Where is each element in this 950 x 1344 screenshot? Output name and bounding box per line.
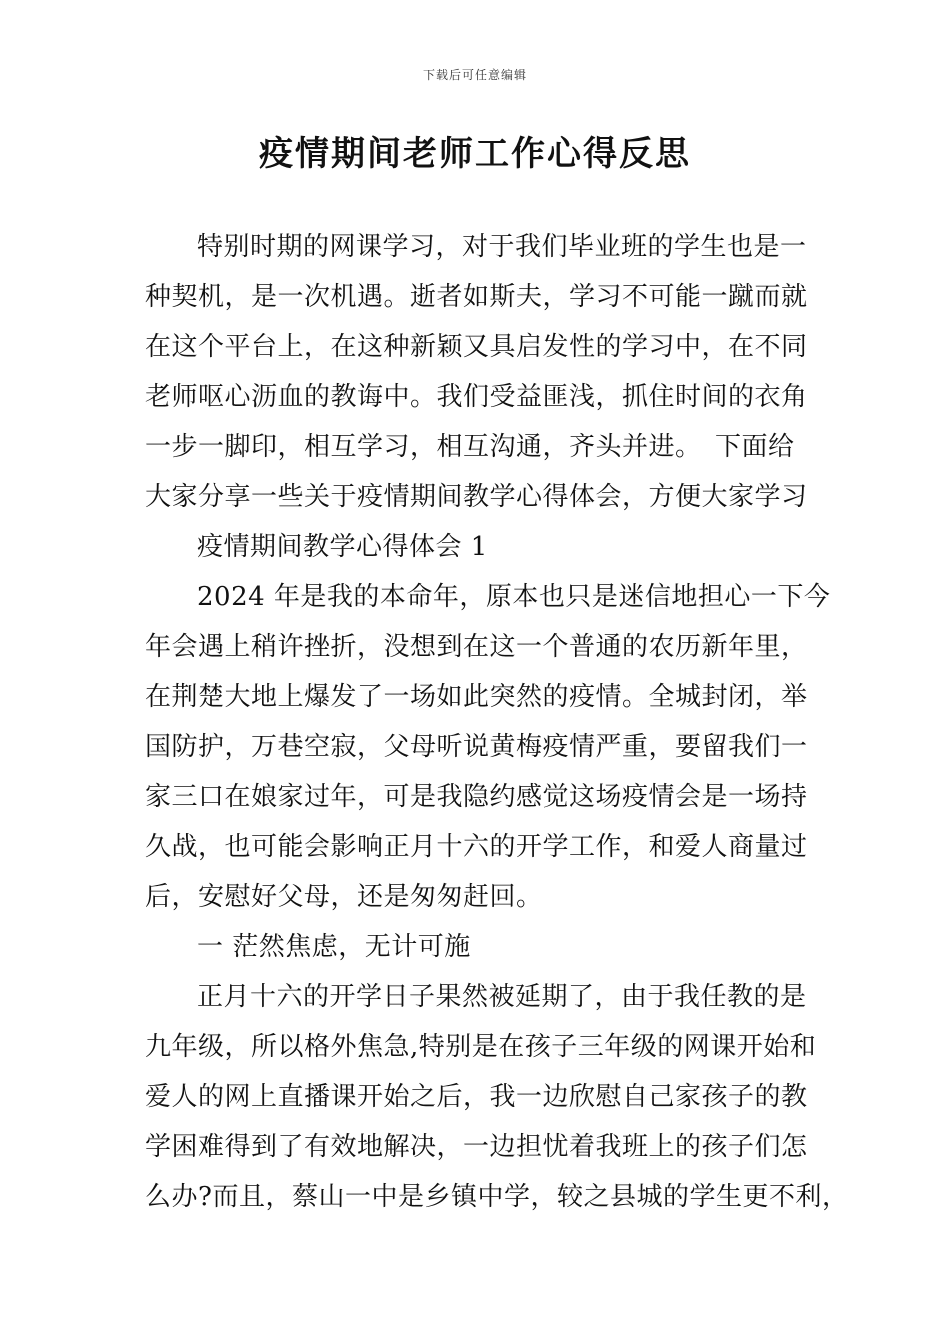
document-title: 疫情期间老师工作心得反思: [259, 134, 691, 174]
header-note: 下载后可任意编辑: [422, 68, 527, 82]
text-line: 后，安慰好父母，还是匆匆赶回。: [145, 882, 543, 912]
text-line: 爱人的网上直播课开始之后，我一边欣慰自己家孩子的教: [145, 1082, 808, 1112]
text-line: 么办?而且，蔡山一中是乡镇中学，较之县城的学生更不利，: [145, 1182, 849, 1212]
text-line: 九年级，所以格外焦急,特别是在孩子三年级的网课开始和: [145, 1032, 817, 1062]
text-line: 大家分享一些关于疫情期间教学心得体会，方便大家学习: [145, 482, 808, 512]
text-line: 久战，也可能会影响正月十六的开学工作，和爱人商量过: [145, 832, 808, 862]
section-heading: 疫情期间教学心得体会 1: [197, 532, 488, 562]
text-line: 老师呕心沥血的教诲中。我们受益匪浅，抓住时间的衣角: [145, 382, 808, 412]
text-line: 正月十六的开学日子果然被延期了，由于我任教的是: [197, 982, 807, 1012]
text-line: 一步一脚印，相互学习，相互沟通，齐头并进。 下面给: [145, 432, 795, 462]
document-body: [145, 222, 849, 1222]
text-line: 国防护，万巷空寂，父母听说黄梅疫情严重，要留我们一: [145, 732, 808, 762]
text-line: 种契机，是一次机遇。逝者如斯夫，学习不可能一蹴而就: [145, 282, 808, 312]
text-line: 年会遇上稍许挫折，没想到在这一个普通的农历新年里，: [145, 632, 808, 662]
text-line: 在荆楚大地上爆发了一场如此突然的疫情。全城封闭，举: [145, 682, 808, 712]
text-line: 家三口在娘家过年，可是我隐约感觉这场疫情会是一场持: [145, 782, 808, 812]
subsection-heading: 一 茫然焦虑，无计可施: [197, 932, 471, 962]
text-line: 特别时期的网课学习，对于我们毕业班的学生也是一: [197, 232, 807, 262]
text-line: 2024 年是我的本命年，原本也只是迷信地担心一下今: [197, 582, 831, 612]
text-line: 学困难得到了有效地解决，一边担忧着我班上的孩子们怎: [145, 1132, 808, 1162]
text-line: 在这个平台上，在这种新颖又具启发性的学习中，在不同: [145, 332, 808, 362]
